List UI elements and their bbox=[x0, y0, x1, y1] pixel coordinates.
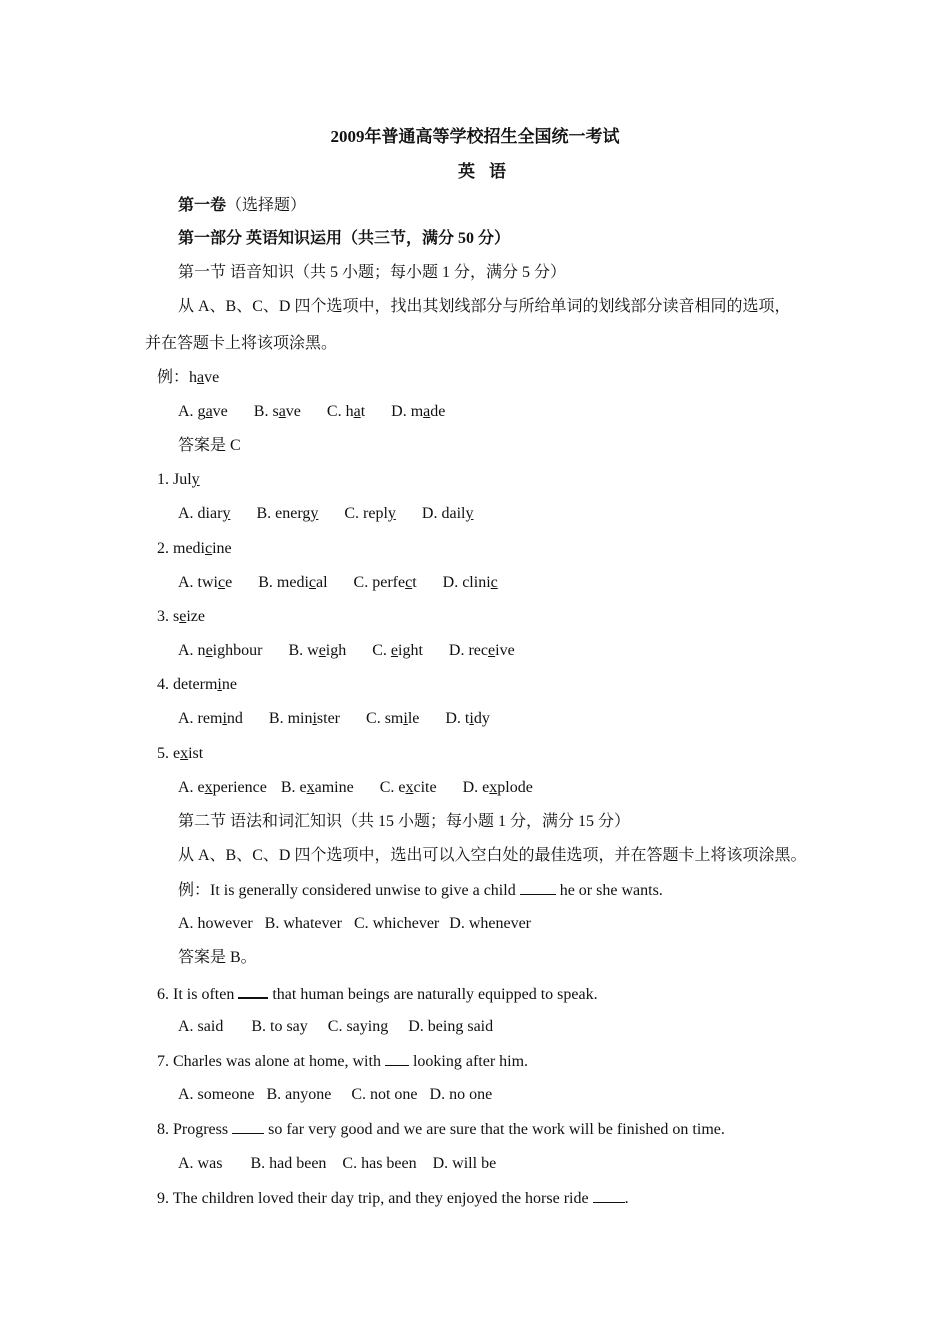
option: C. smile bbox=[366, 710, 420, 727]
option: C. whichever bbox=[353, 915, 440, 932]
section-2-instruction: 从 A、B、C、D 四个选项中，选出可以入空白处的最佳选项，并在答题卡上将该项涂黑。 bbox=[178, 847, 807, 864]
option: D. explode bbox=[462, 779, 533, 796]
example-prefix: 例： bbox=[157, 369, 190, 386]
option: D. will be bbox=[432, 1155, 497, 1172]
volume-type: （选择题） bbox=[226, 197, 307, 214]
answer-blank bbox=[593, 1188, 625, 1203]
section-1-instruction: 从 A、B、C、D 四个选项中，找出其划线部分与所给单词的划线部分读音相同的选项， bbox=[178, 298, 791, 315]
option: C. excite bbox=[379, 779, 437, 796]
option: A. someone bbox=[178, 1086, 255, 1103]
option: D. being said bbox=[408, 1018, 494, 1035]
option: C. eight bbox=[372, 642, 423, 659]
answer-blank bbox=[238, 983, 268, 999]
example-option: A. gave bbox=[178, 403, 228, 420]
question-sentence: 8. Progress so far very good and we are sure that the work will be finished on time. bbox=[157, 1121, 725, 1138]
option: D. daily bbox=[421, 505, 474, 522]
question-options bbox=[178, 709, 490, 729]
option: D. whenever bbox=[449, 915, 532, 932]
option: C. saying bbox=[327, 1018, 389, 1035]
question-options bbox=[178, 1085, 492, 1105]
question-options bbox=[178, 504, 473, 524]
option: B. minister bbox=[268, 710, 341, 727]
option: C. not one bbox=[351, 1086, 418, 1103]
example-sentence: 例：It is generally considered unwise to give a child he or she wants. bbox=[178, 882, 663, 899]
option: A. was bbox=[178, 1155, 223, 1172]
option: C. perfect bbox=[353, 574, 417, 591]
option: D. tidy bbox=[445, 710, 490, 727]
question-word: 1. July bbox=[157, 471, 200, 488]
question-options bbox=[178, 1154, 496, 1174]
example-answer: 答案是 C bbox=[178, 437, 241, 454]
option: A. however bbox=[178, 915, 253, 932]
option: A. diary bbox=[178, 505, 231, 522]
option: C. reply bbox=[344, 505, 396, 522]
question-options bbox=[178, 778, 533, 798]
question-options bbox=[178, 1017, 493, 1037]
question-sentence: 7. Charles was alone at home, with looking after him. bbox=[157, 1053, 529, 1070]
example-options bbox=[178, 914, 531, 934]
option: D. no one bbox=[429, 1086, 493, 1103]
option: A. experience bbox=[178, 779, 267, 796]
option: B. energy bbox=[256, 505, 319, 522]
option: A. said bbox=[178, 1018, 224, 1035]
question-options bbox=[178, 573, 498, 593]
option: D. clinic bbox=[442, 574, 498, 591]
section-2-heading: 第二节 语法和词汇知识（共 15 小题；每小题 1 分，满分 15 分） bbox=[178, 813, 631, 830]
answer-blank bbox=[232, 1119, 264, 1134]
part-heading: 第一部分 英语知识运用（共三节，满分 50 分） bbox=[178, 230, 511, 247]
exam-title: 2009年普通高等学校招生全国统一考试 bbox=[330, 127, 620, 146]
option: C. has been bbox=[342, 1155, 417, 1172]
example-option: D. made bbox=[391, 403, 446, 420]
question-sentence: 9. The children loved their day trip, and they enjoyed the horse ride . bbox=[157, 1190, 629, 1207]
question-word: 5. exist bbox=[157, 745, 204, 762]
question-word: 3. seize bbox=[157, 608, 205, 625]
question-options bbox=[178, 641, 515, 661]
example-options bbox=[178, 402, 445, 422]
question-sentence: 6. It is often that human beings are naturally equipped to speak. bbox=[157, 983, 598, 1005]
option: B. weigh bbox=[288, 642, 347, 659]
example-answer: 答案是 B。 bbox=[178, 949, 257, 966]
section-1-instruction-cont: 并在答题卡上将该项涂黑。 bbox=[145, 335, 338, 352]
section-1-heading: 第一节 语音知识（共 5 小题；每小题 1 分，满分 5 分） bbox=[178, 264, 567, 281]
question-word: 4. determine bbox=[157, 676, 237, 693]
example-word: 例：have bbox=[157, 369, 220, 386]
volume-label: 第一卷 bbox=[178, 197, 227, 214]
option: B. to say bbox=[251, 1018, 308, 1035]
volume-heading bbox=[178, 196, 306, 216]
example-option: B. save bbox=[253, 403, 301, 420]
option: A. neighbour bbox=[178, 642, 263, 659]
answer-blank bbox=[520, 880, 556, 895]
option: A. remind bbox=[178, 710, 243, 727]
subject-title: 英语 bbox=[458, 162, 520, 181]
option: B. had been bbox=[250, 1155, 327, 1172]
option: B. whatever bbox=[264, 915, 342, 932]
example-option: C. hat bbox=[326, 403, 366, 420]
answer-blank bbox=[385, 1051, 409, 1066]
option: B. examine bbox=[280, 779, 354, 796]
option: A. twice bbox=[178, 574, 233, 591]
option: B. anyone bbox=[266, 1086, 332, 1103]
option: B. medical bbox=[258, 574, 328, 591]
question-word: 2. medicine bbox=[157, 540, 232, 557]
option: D. receive bbox=[448, 642, 515, 659]
